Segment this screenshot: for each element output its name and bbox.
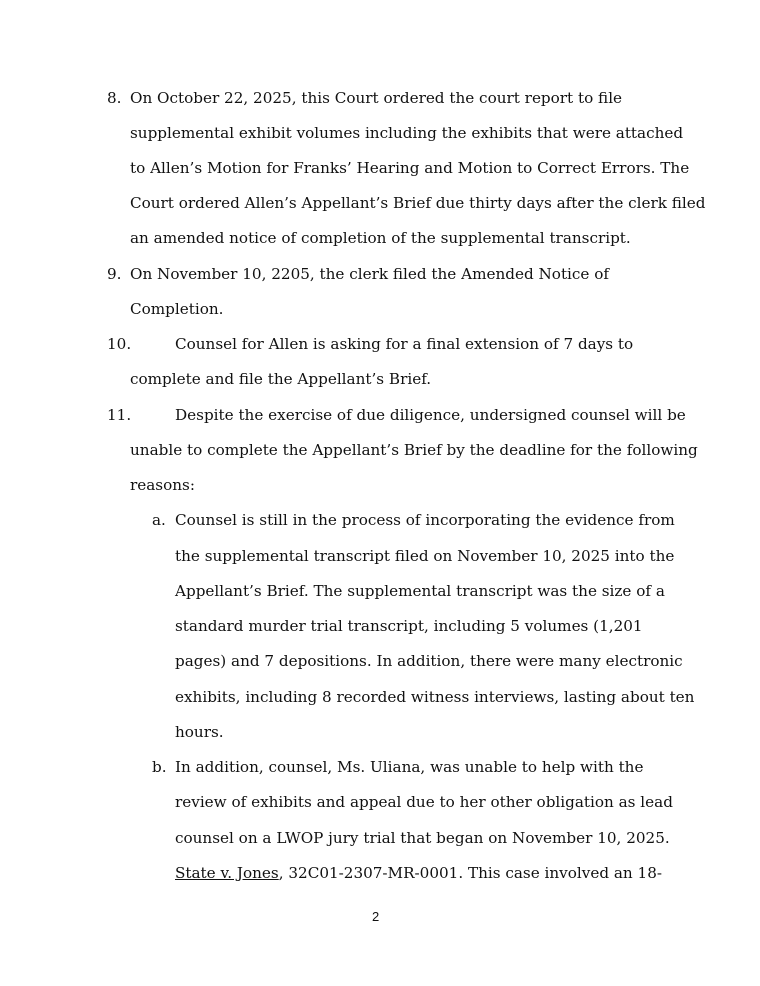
- p8-line-3: to Allen’s Motion for Franks’ Hearing and Motion to Correct Errors. The: [130, 159, 690, 177]
- pb-line-3: counsel on a LWOP jury trial that began on November 10, 2025.: [175, 829, 670, 847]
- pa-line-4: standard murder trial transcript, including 5 volumes (1,201: [175, 617, 643, 635]
- p9-line-2: Completion.: [130, 300, 224, 318]
- p11-line-1: Despite the exercise of due diligence, undersigned counsel will be: [175, 406, 686, 424]
- pb-line-1: In addition, counsel, Ms. Uliana, was unable to help with the: [175, 758, 644, 776]
- p9-line-1: On November 10, 2205, the clerk filed the Amended Notice of: [130, 265, 609, 283]
- paragraph-number-8: 8.: [107, 89, 122, 107]
- p8-line-5: an amended notice of completion of the supplemental transcript.: [130, 229, 631, 247]
- pb-line-4-rest: , 32C01-2307-MR-0001. This case involved an 18-: [278, 864, 663, 882]
- p10-line-2: complete and file the Appellant’s Brief.: [130, 370, 432, 388]
- subitem-letter-b: b.: [152, 758, 167, 776]
- paragraph-number-9: 9.: [107, 265, 122, 283]
- page-number: 2: [372, 909, 380, 924]
- case-citation: State v. Jones: [175, 864, 279, 882]
- pa-line-6: exhibits, including 8 recorded witness interviews, lasting about ten: [175, 688, 695, 706]
- pa-line-1: Counsel is still in the process of incorporating the evidence from: [175, 511, 675, 529]
- pa-line-2: the supplemental transcript filed on November 10, 2025 into the: [175, 547, 675, 565]
- pb-line-4: [175, 863, 662, 883]
- pb-line-2: review of exhibits and appeal due to her other obligation as lead: [175, 793, 673, 811]
- subitem-letter-a: a.: [152, 511, 166, 529]
- p8-line-2: supplemental exhibit volumes including the exhibits that were attached: [130, 124, 684, 142]
- pa-line-5: pages) and 7 depositions. In addition, there were many electronic: [175, 652, 683, 670]
- paragraph-number-11: 11.: [107, 406, 132, 424]
- pa-line-3: Appellant’s Brief. The supplemental transcript was the size of a: [175, 582, 665, 600]
- pa-line-7: hours.: [175, 723, 224, 741]
- p10-line-1: Counsel for Allen is asking for a final extension of 7 days to: [175, 335, 634, 353]
- p8-line-4: Court ordered Allen’s Appellant’s Brief due thirty days after the clerk filed: [130, 194, 706, 212]
- p8-line-1: On October 22, 2025, this Court ordered the court report to file: [130, 89, 623, 107]
- p11-line-3: reasons:: [130, 476, 195, 494]
- paragraph-number-10: 10.: [107, 335, 132, 353]
- p11-line-2: unable to complete the Appellant’s Brief by the deadline for the following: [130, 441, 698, 459]
